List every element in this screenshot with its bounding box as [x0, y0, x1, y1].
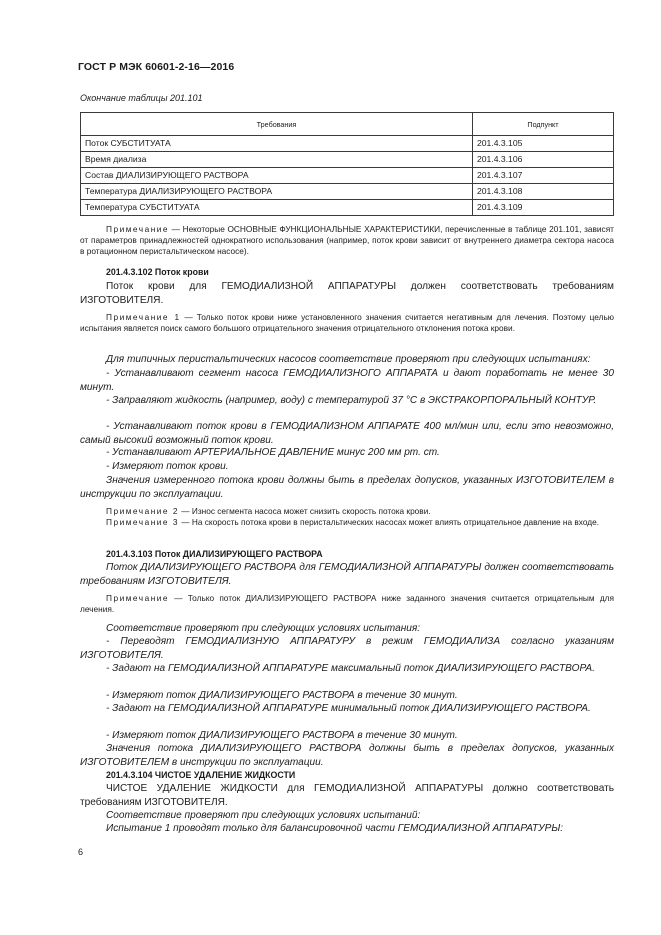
table-cell: 201.4.3.108: [473, 184, 614, 200]
table-cell: 201.4.3.109: [473, 200, 614, 216]
section-heading-blood-flow: 201.4.3.102 Поток крови: [106, 267, 209, 277]
section-heading-dialysate-flow: 201.4.3.103 Поток ДИАЛИЗИРУЮЩЕГО РАСТВОРА: [106, 549, 323, 559]
test-conclusion: Значения измеренного потока крови должны быть в пределах допусков, указанных ИЗГОТОВИТЕЛЕМ в инструкции по эксплуатации.: [80, 475, 614, 500]
table-cell: 201.4.3.106: [473, 152, 614, 168]
section-text: ЧИСТОЕ УДАЛЕНИЕ ЖИДКОСТИ для ГЕМОДИАЛИЗНОЙ АППАРАТУРЫ должно соответствовать требованиям ИЗГОТОВИТЕЛЯ.: [80, 783, 614, 808]
table-cell: Температура СУБСТИТУАТА: [81, 200, 473, 216]
test-step: - Устанавливают поток крови в ГЕМОДИАЛИЗНОМ АППАРАТЕ 400 мл/мин или, если это невозможно, самый высокий возможный поток крови.: [80, 421, 614, 446]
note-1: Примечание 1 — Только поток крови ниже установленного значения считается негативным для лечения. Поэтому целью испытания является поиск самого большого отрицательного значения отрицательного отклонения потока крови.: [80, 312, 614, 334]
section-text: Поток крови для ГЕМОДИАЛИЗНОЙ АППАРАТУРЫ должен соответствовать требованиям ИЗГОТОВИТЕЛЯ.: [80, 281, 614, 306]
test-step: - Устанавливают сегмент насоса ГЕМОДИАЛИЗНОГО АППАРАТА и дают поработать не менее 30 минут.: [80, 368, 614, 393]
document-header: ГОСТ Р МЭК 60601-2-16—2016: [78, 61, 235, 73]
note-label: Примечание 3: [106, 517, 179, 527]
test-step: - Измеряют поток крови.: [106, 461, 229, 472]
test-step: Испытание 1 проводят только для балансировочной части ГЕМОДИАЛИЗНОЙ АППАРАТУРЫ:: [106, 823, 564, 834]
test-intro: Соответствие проверяют при следующих условиях испытания:: [106, 623, 421, 634]
column-header-subclause: Подпункт: [473, 113, 614, 136]
table-cell: Температура ДИАЛИЗИРУЮЩЕГО РАСТВОРА: [81, 184, 473, 200]
table-cell: Время диализа: [81, 152, 473, 168]
test-step: - Задают на ГЕМОДИАЛИЗНОЙ АППАРАТУРЕ минимальный поток ДИАЛИЗИРУЮЩЕГО РАСТВОРА.: [106, 703, 591, 714]
table-row: [81, 184, 614, 200]
section-heading-net-fluid-removal: 201.4.3.104 ЧИСТОЕ УДАЛЕНИЕ ЖИДКОСТИ: [106, 770, 296, 780]
requirements-table: [80, 112, 614, 216]
table-row: [81, 136, 614, 152]
table-caption: Окончание таблицы 201.101: [80, 93, 203, 103]
table-cell: Состав ДИАЛИЗИРУЮЩЕГО РАСТВОРА: [81, 168, 473, 184]
table-row: [81, 200, 614, 216]
note: Примечание — Только поток ДИАЛИЗИРУЮЩЕГО РАСТВОРА ниже заданного значения считается отрицательным для лечения.: [80, 593, 614, 615]
table-row: [81, 168, 614, 184]
test-step: - Переводят ГЕМОДИАЛИЗНУЮ АППАРАТУРУ в режим ГЕМОДИАЛИЗА согласно указаниям ИЗГОТОВИТЕЛЯ.: [80, 636, 614, 661]
test-intro: Соответствие проверяют при следующих условиях испытаний:: [106, 810, 421, 821]
column-header-requirements: Требования: [81, 113, 473, 136]
note-2: Примечание 2 — Износ сегмента насоса может снизить скорость потока крови.: [106, 506, 431, 516]
test-intro: Для типичных перистальтических насосов соответствие проверяют при следующих испытаниях:: [106, 354, 591, 365]
test-step: - Задают на ГЕМОДИАЛИЗНОЙ АППАРАТУРЕ максимальный поток ДИАЛИЗИРУЮЩЕГО РАСТВОРА.: [106, 663, 595, 674]
table-cell: 201.4.3.107: [473, 168, 614, 184]
note-label: Примечание 1: [106, 312, 181, 322]
table-cell: Поток СУБСТИТУАТА: [81, 136, 473, 152]
note-3: Примечание 3 — На скорость потока крови в перистальтических насосах может влиять отрицательное давление на входе.: [106, 517, 600, 527]
table-row: [81, 152, 614, 168]
table-header-row: [81, 113, 614, 136]
table-cell: 201.4.3.105: [473, 136, 614, 152]
test-step: - Заправляют жидкость (например, воду) с температурой 37 °С в ЭКСТРАКОРПОРАЛЬНЫЙ КОНТУР.: [106, 395, 597, 406]
test-step: - Устанавливают АРТЕРИАЛЬНОЕ ДАВЛЕНИЕ минус 200 мм рт. ст.: [106, 447, 440, 458]
note-label: Примечание 2: [106, 506, 179, 516]
test-step: - Измеряют поток ДИАЛИЗИРУЮЩЕГО РАСТВОРА в течение 30 минут.: [106, 730, 458, 741]
page-number: 6: [78, 847, 84, 857]
note-label: Примечание: [106, 224, 170, 234]
test-conclusion: Значения потока ДИАЛИЗИРУЮЩЕГО РАСТВОРА должны быть в пределах допусков, указанных ИЗГОТОВИТЕЛЕМ в инструкции по эксплуатации.: [80, 743, 614, 768]
test-step: - Измеряют поток ДИАЛИЗИРУЮЩЕГО РАСТВОРА в течение 30 минут.: [106, 690, 458, 701]
section-text: Поток ДИАЛИЗИРУЮЩЕГО РАСТВОРА для ГЕМОДИАЛИЗНОЙ АППАРАТУРЫ должен соответствовать требованиям ИЗГОТОВИТЕЛЯ.: [80, 562, 614, 587]
table-note: Примечание — Некоторые ОСНОВНЫЕ ФУНКЦИОНАЛЬНЫЕ ХАРАКТЕРИСТИКИ, перечисленные в таблице 201.101, зависят от параметров принадлежностей однократного использования (например, поток крови зависит от внутреннего диаметра сектора насоса в ротационном перистальтическом насосе).: [80, 224, 614, 257]
note-label: Примечание: [106, 593, 170, 603]
